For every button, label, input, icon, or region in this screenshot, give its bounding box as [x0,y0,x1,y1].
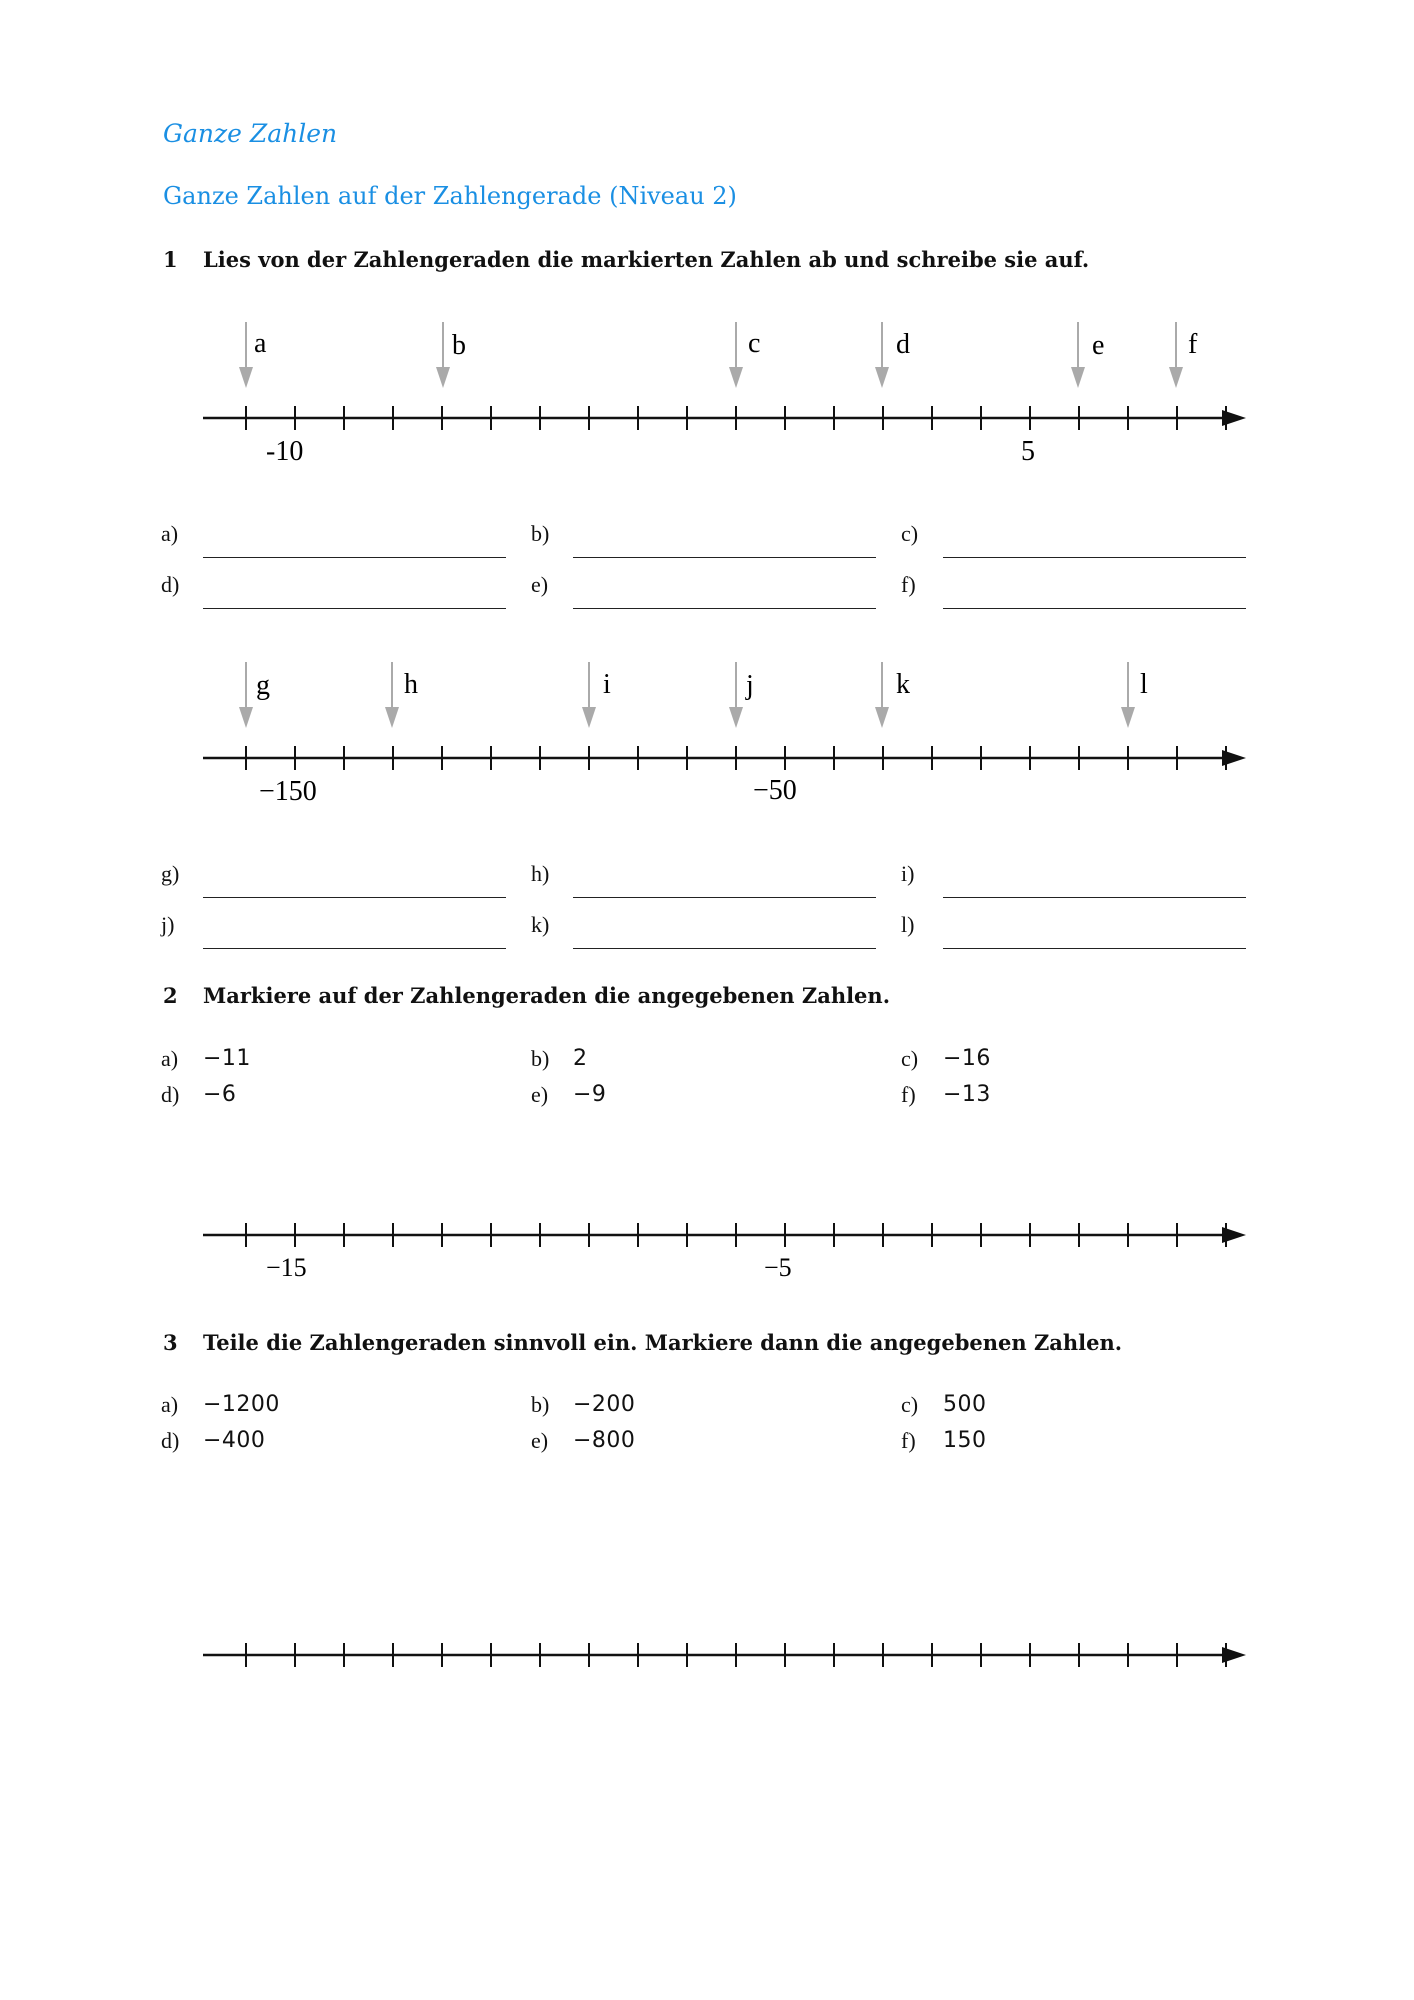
marker-f [1169,322,1198,388]
answer-field-c[interactable] [943,557,1246,558]
tick-label: −15 [266,1253,307,1282]
answer-field-h[interactable] [573,897,876,898]
answer-label-g: g) [161,861,180,886]
marker-label: i [603,669,611,700]
task3-number: 3 [163,1330,178,1355]
down-arrow-icon [875,707,889,728]
answer-field-j[interactable] [203,948,506,949]
task2-item-e-value: −9 [573,1082,607,1107]
marker-k [875,662,910,728]
task3-item-c-value: 500 [943,1392,987,1417]
answer-field-l[interactable] [943,948,1246,949]
marker-label: j [746,670,754,701]
task3-item-b-value: −200 [573,1392,636,1417]
marker-e [1071,322,1104,388]
task2-item-a-value: −11 [203,1046,251,1071]
task3-instruction: Teile die Zahlengeraden sinnvoll ein. Markiere dann die angegebenen Zahlen. [203,1330,1123,1355]
task3-item-a-value: −1200 [203,1392,280,1417]
answer-label-i: i) [901,861,915,886]
answer-field-k[interactable] [573,948,876,949]
answer-field-e[interactable] [573,608,876,609]
task3-item-e-value: −800 [573,1428,636,1453]
answer-label-c: c) [901,521,919,546]
marker-label: k [896,669,910,700]
answer-label-k: k) [531,912,550,937]
number-line-4[interactable] [0,1630,1414,1690]
task2-item-d-label: d) [161,1082,180,1107]
marker-a [239,322,267,388]
task2-item-c-label: c) [901,1046,919,1071]
marker-label: c [748,328,761,359]
tick-label: -10 [266,436,304,467]
tick-label: −5 [764,1253,792,1282]
task2-item-f-value: −13 [943,1082,991,1107]
marker-label: e [1092,330,1105,361]
task2-item-a-label: a) [161,1046,179,1071]
task3-item-f-label: f) [901,1428,916,1453]
marker-j [729,662,754,728]
answer-field-a[interactable] [203,557,506,558]
answer-label-j: j) [161,912,175,937]
marker-c [729,322,760,388]
task3-item-d-value: −400 [203,1428,266,1453]
marker-l [1121,662,1148,728]
task2-item-f-label: f) [901,1082,916,1107]
down-arrow-icon [1121,707,1135,728]
down-arrow-icon [385,707,399,728]
marker-label: a [254,328,267,359]
task1-number: 1 [163,247,178,272]
task2-item-d-value: −6 [203,1082,237,1107]
down-arrow-icon [1169,367,1183,388]
task2-number: 2 [163,983,178,1008]
down-arrow-icon [436,367,450,388]
down-arrow-icon [729,367,743,388]
task3-item-d-label: d) [161,1428,180,1453]
answer-label-d: d) [161,572,180,597]
down-arrow-icon [582,707,596,728]
marker-b [436,322,466,388]
marker-label: g [256,670,270,701]
answer-label-e: e) [531,572,549,597]
task3-item-a-label: a) [161,1392,179,1417]
down-arrow-icon [875,367,889,388]
axis-ticks [246,406,1226,430]
answer-label-a: a) [161,521,179,546]
marker-label: l [1140,669,1148,700]
worksheet-title: Ganze Zahlen auf der Zahlengerade (Niveau 2) [163,182,737,210]
task2-item-b-value: 2 [573,1046,588,1071]
worksheet-topic: Ganze Zahlen [163,119,338,148]
marker-g [239,662,270,728]
marker-label: d [896,329,910,360]
number-line-2 [0,650,1414,807]
axis-ticks [246,1223,1226,1247]
answer-field-g[interactable] [203,897,506,898]
answer-field-f[interactable] [943,608,1246,609]
tick-label: −150 [259,776,317,807]
task3-item-f-value: 150 [943,1428,987,1453]
task1-instruction: Lies von der Zahlengeraden die markierten Zahlen ab und schreibe sie auf. [203,247,1090,272]
marker-h [385,662,418,728]
task2-instruction: Markiere auf der Zahlengeraden die angegebenen Zahlen. [203,983,891,1008]
axis-ticks [246,746,1226,770]
tick-label: −50 [753,775,797,806]
axis-ticks [246,1643,1226,1667]
answer-label-f: f) [901,572,916,597]
answer-label-b: b) [531,521,550,546]
down-arrow-icon [729,707,743,728]
tick-label: 5 [1021,436,1035,467]
answer-field-d[interactable] [203,608,506,609]
down-arrow-icon [1071,367,1085,388]
marker-i [582,662,611,728]
marker-d [875,322,910,388]
task2-item-e-label: e) [531,1082,549,1107]
answer-field-i[interactable] [943,897,1246,898]
marker-label: f [1188,329,1198,360]
down-arrow-icon [239,707,253,728]
answer-label-l: l) [901,912,915,937]
number-line-3[interactable] [0,1210,1414,1300]
number-line-1 [0,310,1414,467]
task3-item-c-label: c) [901,1392,919,1417]
task2-item-b-label: b) [531,1046,550,1071]
task3-item-e-label: e) [531,1428,549,1453]
task2-item-c-value: −16 [943,1046,991,1071]
answer-label-h: h) [531,861,550,886]
marker-label: h [404,669,418,700]
down-arrow-icon [239,367,253,388]
task3-item-b-label: b) [531,1392,550,1417]
answer-field-b[interactable] [573,557,876,558]
marker-label: b [452,330,466,361]
